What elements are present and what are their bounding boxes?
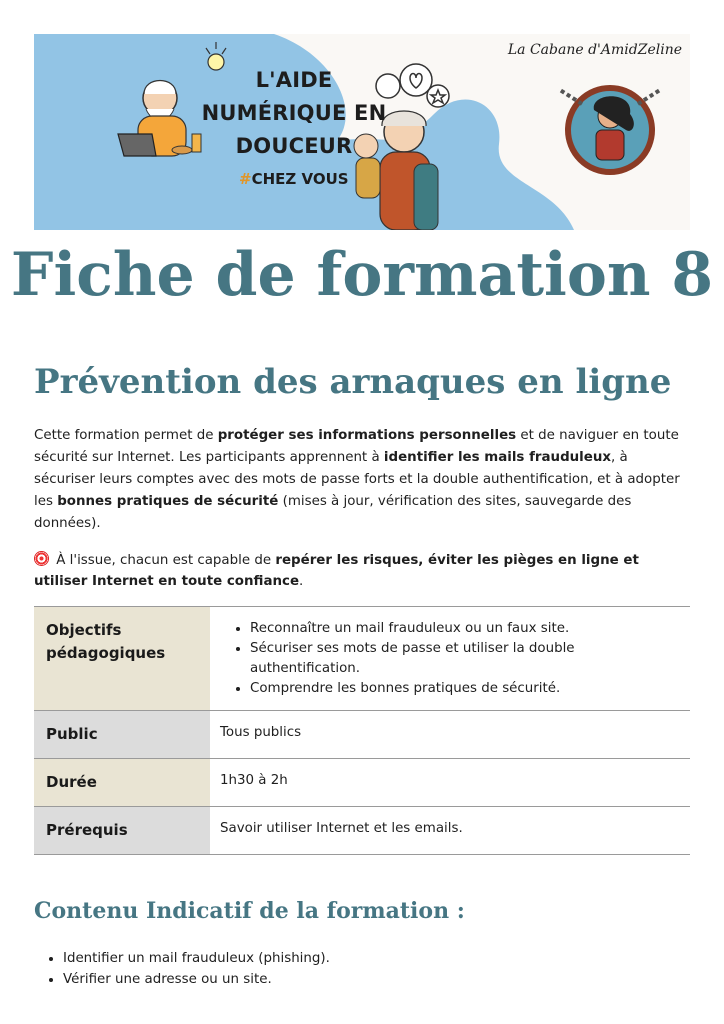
objectives-value [210, 607, 690, 711]
goal-text: À l'issue, chacun est capable de [52, 553, 276, 568]
brand-name: La Cabane d'AmidZeline [507, 42, 682, 58]
table-row [34, 711, 690, 759]
intro-text: , à sécuriser leurs comptes avec des mots de passe forts et la double authentification, et à adopter les [34, 450, 680, 509]
intro-bold: identifier les mails frauduleux [383, 450, 612, 465]
list-item: • Identifier un mail frauduleux (phishing). [63, 948, 330, 969]
public-value: Tous publics [210, 711, 690, 759]
content-title: Contenu Indicatif de la formation : [34, 898, 465, 924]
table-row [34, 759, 690, 807]
objective-item: • Sécuriser ses mots de passe et utiliser la double authentification. [250, 639, 680, 679]
objective-item: • Comprendre les bonnes pratiques de sécurité. [250, 679, 680, 699]
brand-medallion [560, 88, 660, 172]
objectives-label: Objectifs pédagogiques [34, 607, 210, 711]
section-title: Prévention des arnaques en ligne [34, 362, 672, 402]
list-item: • Vérifier une adresse ou un site. [63, 969, 330, 990]
intro-text: Cette formation permet de [34, 428, 218, 443]
intro-text: (mises à jour, vérification des sites, sauvegarde des données). [34, 494, 632, 531]
banner-tag [239, 170, 349, 188]
table-row [34, 607, 690, 711]
duree-value: 1h30 à 2h [210, 759, 690, 807]
prerequis-label: Prérequis [34, 807, 210, 855]
objectives-list [220, 619, 680, 699]
goal-bold: repérer les risques, éviter les pièges en ligne et utiliser Internet en toute confiance [34, 553, 639, 589]
banner-title [194, 64, 394, 163]
intro-text: et de naviguer en toute sécurité sur Internet. Les participants apprennent à [34, 428, 679, 465]
table-row [34, 807, 690, 855]
banner-title-line: DOUCEUR [235, 134, 353, 158]
public-label: Public [34, 711, 210, 759]
objective-item: • Reconnaître un mail frauduleux ou un faux site. [250, 619, 680, 639]
intro-bold: protéger ses informations personnelles [217, 428, 517, 443]
training-info-table [34, 606, 690, 855]
banner-title-line: NUMÉRIQUE EN [201, 101, 387, 125]
goal-paragraph [34, 550, 690, 592]
content-list [34, 948, 330, 990]
banner-tag-text: CHEZ VOUS [251, 170, 349, 188]
intro-bold: bonnes pratiques de sécurité [57, 494, 279, 509]
goal-text: . [299, 574, 304, 589]
prerequis-value: Savoir utiliser Internet et les emails. [210, 807, 690, 855]
banner-title-line: L'AIDE [255, 68, 333, 92]
intro-paragraph [34, 425, 690, 535]
duree-label: Durée [34, 759, 210, 807]
page-title: Fiche de formation 8 [10, 240, 714, 310]
target-icon [34, 551, 49, 566]
hashtag-icon: # [239, 170, 252, 188]
header-banner [34, 34, 690, 230]
